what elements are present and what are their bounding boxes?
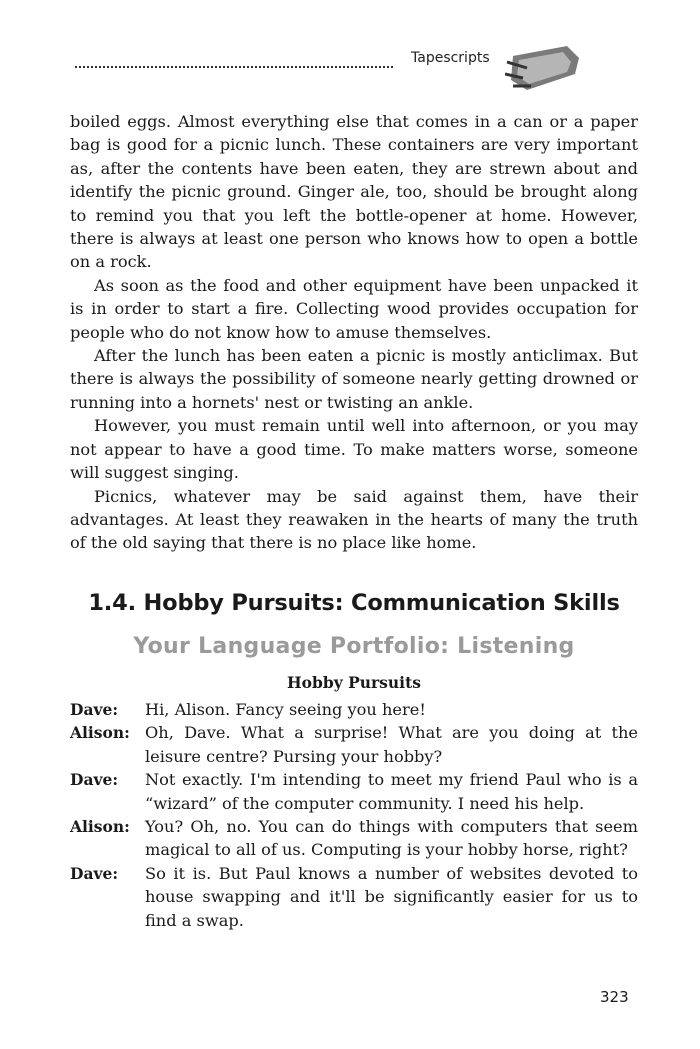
section-heading: 1.4. Hobby Pursuits: Communication Skills [88,590,620,616]
speech-text: So it is. But Paul knows a number of websites devoted to house swapping and it'll be significantly easier for us to find a swap. [145,863,638,930]
speaker-name: Dave: [70,700,119,719]
dialogue-line [70,815,638,862]
dialogue-line [70,721,638,768]
dialogue [70,698,638,932]
speaker-name: Dave: [70,770,119,790]
speech-text: You? Oh, no. You can do things with computers that seem magical to all of us. Computing is your hobby horse, right? [145,817,638,860]
essay-paragraph: boiled eggs. Almost everything else that comes in a can or a paper bag is good for a picnic lunch. These containers are very important as, after the contents have been eaten, they are strewn about and identify the picnic ground. Ginger ale, too, should be brought along to remind you that you left the bottle-opener at home. However, there is always at least one person who knows how to open a bottle on a rock. [70,112,638,272]
header-dotted-rule [75,66,393,68]
dialogue-title: Hobby Pursuits [287,673,421,692]
speaker-name: Alison: [70,723,130,743]
speech-text: Not exactly. I'm intending to meet my friend Paul who is a “wizard” of the computer community. I need his help. [145,770,638,813]
essay-text [70,110,638,555]
speaker-name: Dave: [70,863,119,883]
page-number: 323 [600,988,629,1006]
essay-paragraph: Picnics, whatever may be said against them, have their advantages. At least they reawaken in the hearts of many the truth of the old saying that there is no place like home. [70,486,638,553]
speech-text: Hi, Alison. Fancy seeing you here! [145,700,426,719]
portfolio-heading: Your Language Portfolio: Listening [133,634,575,659]
header-section-title: Tapescripts [411,50,490,66]
dialogue-line [70,862,638,932]
essay-paragraph: However, you must remain until well into afternoon, or you may not appear to have a good time. To make matters worse, someone will suggest singing. [70,416,638,483]
dialogue-line [70,768,638,815]
speaker-name: Alison: [70,817,130,837]
dialogue-line [70,698,638,721]
speech-text: Oh, Dave. What a surprise! What are you doing at the leisure centre? Pursing your hobby? [145,723,638,766]
essay-paragraph: As soon as the food and other equipment have been unpacked it is in order to start a fire. Collecting wood provides occupation for people who do not know how to amuse themselves. [70,275,638,342]
page-header [75,44,635,84]
essay-paragraph: After the lunch has been eaten a picnic is mostly anticlimax. But there is always the possibility of someone nearly getting drowned or running into a hornets' nest or twisting an ankle. [70,346,638,412]
tape-decoration-icon [505,44,585,94]
